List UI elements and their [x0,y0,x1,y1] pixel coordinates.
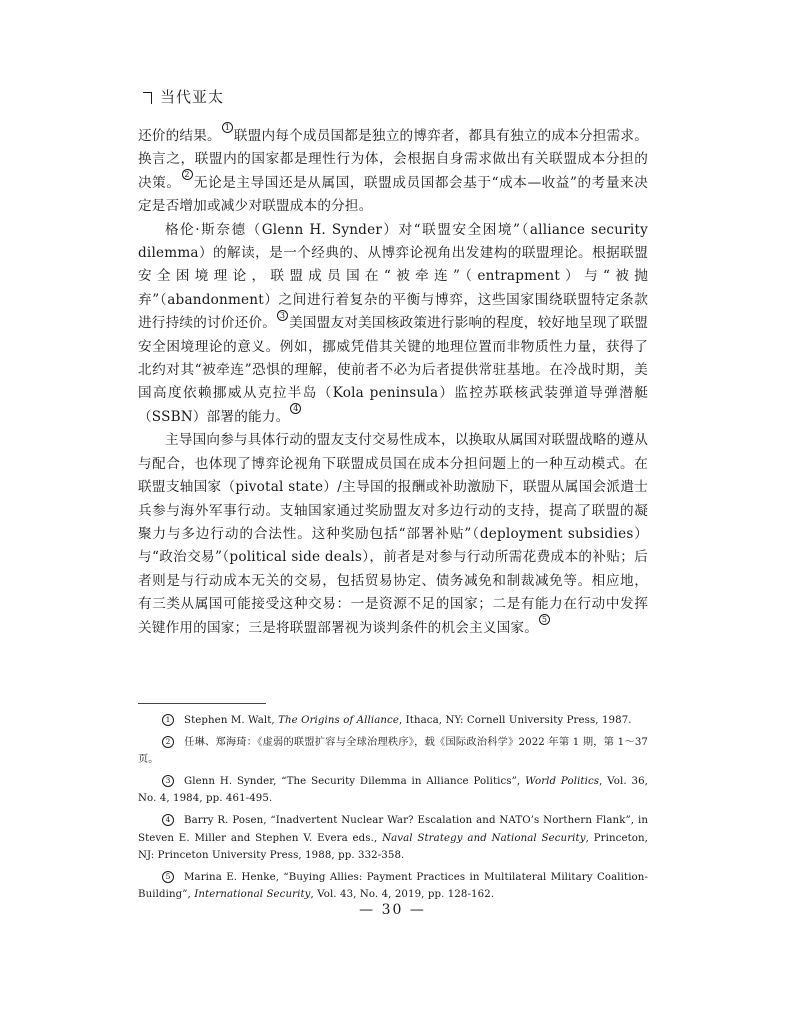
header-corner-mark [143,92,152,104]
footnote-reference[interactable]: 1 [222,122,233,133]
footnotes [138,712,648,908]
footnote-reference[interactable]: 5 [539,614,550,625]
paragraph-text: 无论是主导国还是从属国，联盟成员国都会基于“成本—收益”的考量来决定是否增加或减少对联盟成本的分担。 [138,174,648,215]
paragraph-text: 主导国向参与具体行动的盟友支付交易性成本，以换取从属国对联盟战略的遵从与配合，也体现了博弈论视角下联盟成员国在成本分担问题上的一种互动模式。在联盟支轴国家（pivotal state）/主导国的报酬或补助激励下，联盟从属国会派遣士兵参与海外军事行动。支轴国家通过奖励盟友对多边行动的支持，提高了联盟的凝聚力与多边行动的合法性。这种奖励包括“部署补贴”（deployment subsidies）与“政治交易”（political side deals），前者是对参与行动所需花费成本的补贴；后者则是与行动成本无关的交易，包括贸易协定、债务减免和制裁减免等。相应地，有三类从属国可能接受这种交易：一是资源不足的国家；二是有能力在行动中发挥关键作用的国家；三是将联盟部署视为谈判条件的机会主义国家。 [138,432,648,636]
paragraph [138,125,648,219]
footnote-text: Stephen M. Walt, [184,715,279,726]
footnote-number: 5 [162,871,174,883]
paragraph [138,429,648,640]
footnote-text: , Vol. 43, No. 4, 2019, pp. 128-162. [310,889,495,901]
page-number: — 30 — [359,902,426,918]
footnote-number: 3 [162,775,174,787]
footnote-text: Glenn H. Synder, “The Security Dilemma in Alliance Politics”, [184,775,526,787]
paragraph-text: 联盟内每个成员国都是独立的博弈者，都具有独立的成本分担需求。换言之，联盟内的国家都是理性行为体，会根据自身需求做出有关联盟成本分担的决策。 [138,128,649,191]
footnote [138,734,648,769]
footnote [138,773,648,808]
footnote-text: 任琳、郑海琦：《虚弱的联盟扩容与全球治理秩序》，载《国际政治科学》2022 年第 1 期，第 1～37 页。 [138,736,648,766]
footnote-source-title: World Politics [525,775,600,787]
footnote [138,869,648,904]
footnote-text: , Vol. 36, No. 4, 1984, pp. 461-495. [138,775,649,805]
footnote-reference[interactable]: 3 [277,310,288,321]
footnote-number: 2 [162,736,174,748]
footnote-source-title: The Origins of Alliance [278,715,399,726]
footnote-text: , Ithaca, NY: Cornell University Press, 1987. [398,715,632,726]
footnote-reference[interactable]: 2 [182,169,193,180]
footnote [138,712,648,730]
footnote-text: Marina E. Henke, “Buying Allies: Payment Practices in Multilateral Military Coalition-Building”, [138,871,648,901]
footnote [138,812,648,865]
footnote-source-title: Naval Strategy and National Security [382,832,586,844]
footnote-number: 1 [162,714,174,726]
footnote-source-title: International Security [194,889,311,901]
footnote-divider [138,703,266,704]
footnote-text: Barry R. Posen, “Inadvertent Nuclear War? Escalation and NATO’s Northern Flank”, in Steven E. Miller and Stephen V. Evera eds., [138,814,648,844]
body-text [138,125,648,640]
footnote-reference[interactable]: 4 [290,403,301,414]
paragraph-text: 还价的结果。 [138,128,221,144]
footnote-number: 4 [162,814,174,826]
footnote-text: , Princeton, NJ: Princeton University Press, 1988, pp. 332-358. [138,832,648,862]
paragraph [138,219,648,430]
paragraph-text: 格伦·斯奈德（Glenn H. Synder）对“联盟安全困境”（alliance security dilemma）的解读，是一个经典的、从博弈论视角出发建构的联盟理论。根据联盟安全困境理论，联盟成员国在“被牵连”（entrapment）与“被抛弃”（abandonment）之间进行着复杂的平衡与博弈，这些国家围绕联盟特定条款进行持续的讨价还价。 [138,221,648,332]
journal-title: 当代亚太 [160,88,225,106]
running-header [143,86,224,107]
paragraph-text: 美国盟友对美国核政策进行影响的程度，较好地呈现了联盟安全困境理论的意义。例如，挪威凭借其关键的地理位置而非物质性力量，获得了北约对其“被牵连”恐惧的理解，使前者不必为后者提供常驻基地。在冷战时期，美国高度依赖挪威从克拉半岛（Kola peninsula）监控苏联核武装弹道导弹潜艇（SSBN）部署的能力。 [138,315,649,425]
